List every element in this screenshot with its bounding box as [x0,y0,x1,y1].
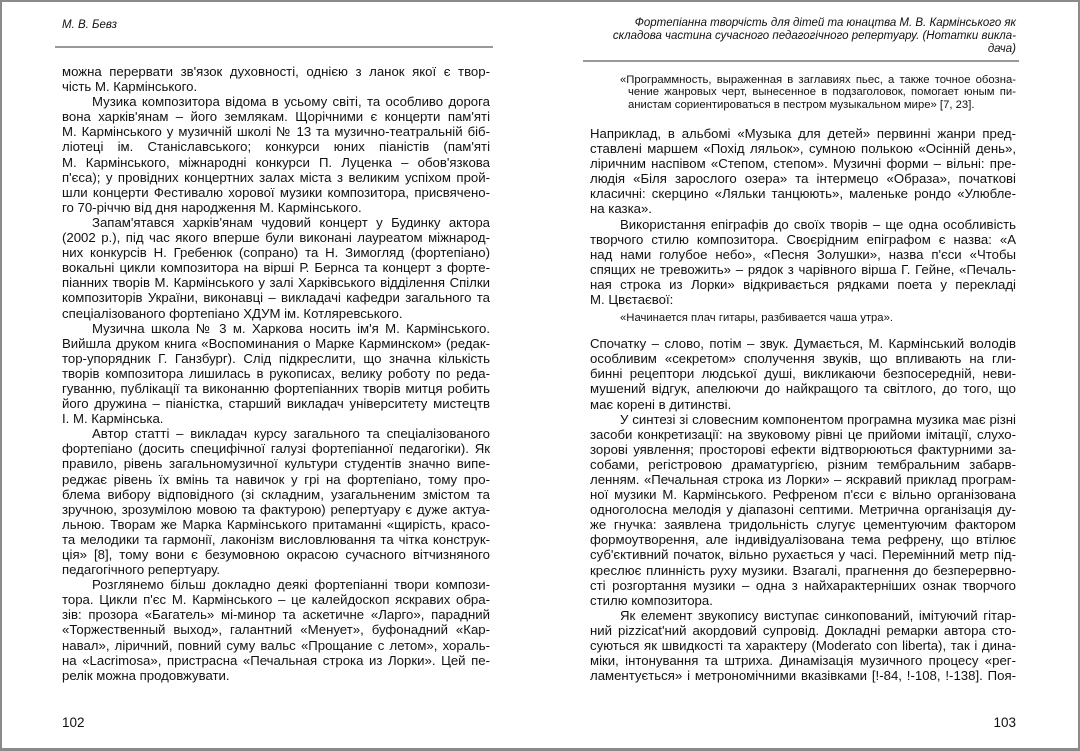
text-line: має корені в дитинстві. [590,396,732,412]
text-line: Музика композитора відома в усьому світі, та особливо дорога [92,94,490,110]
text-line: навал», ліричний, повний суму вальс «Прощание с летом», хораль- [62,637,490,653]
text-line: людія «Біля зарослого озера» та інтермецо «Образа», початкові [590,171,1016,187]
text-line: фортепіано (досить специфічної галузі фортепіанної педагогіки). Як [62,441,490,457]
text-line: класичні: скерцино «Ляльки танцюють», маленьке рондо «Улюбле- [590,186,1016,202]
text-line: ліричним наспівом «Степом, степом». Музичні форми – вільні: пре- [590,156,1016,172]
text-line: суються як швидкості та характеру (Moderato con liberta), так і дина- [590,638,1016,653]
text-line: Запам'ятався харків'янам чудовий концерт у Будинку актора [92,214,490,230]
poem-quote: «Начинается плач гитары, разбивается чаша утра». [620,312,894,325]
text-line: го 70-річчю від дня народження М. Кармінського. [62,199,362,215]
text-line: М. Цвєтаєвої: [590,292,674,308]
text-line: І. М. Кармінська. [62,411,164,427]
text-line: формоутворення, але індивідуалізована тема рефрену, що втілює [590,532,1016,548]
text-line: Вийшла друком книга «Воспоминания о Марке Карминском» (редак- [62,335,490,351]
text-line: його дружина – піаністка, старший викладач університету мистецтв [62,396,490,412]
text-line: них конкурсів Н. Гребенюк (сопрано) та Н. Зимогляд (фортепіано) [62,245,490,261]
text-line: ленням. «Печальная строка из Лорки» – яскравий приклад програм- [590,471,1016,487]
text-line: на «Lacrimosa», пристрасна «Печальная строка из Лорки». Цей пе- [62,652,490,668]
text-line: п'єса); у провідних концертних залах міста з великим успіхом прой- [62,169,490,185]
text-line: одноголосна мелодія у діапазоні септими. Метрична організація ду- [590,502,1016,518]
header-rule [55,46,493,48]
text-line: У синтезі зі словесним компонентом програмна музика має різні [620,411,1016,427]
text-line: реджає рівень їх вмінь та навичок у грі на фортепіано, тому про- [62,471,490,487]
text-line: льною. Творам же Марка Кармінського притаманні «щирість, красо- [62,516,490,532]
text-line: собами, регістровою драматургією, різним тембральним забарв- [590,456,1016,472]
text-line: же гнучка: заявлена тридольність слугує цементуючим фактором [590,517,1016,533]
text-line: зорові уявлення; просторові ефекти відтворюються фактурними за- [590,441,1016,457]
text-line: можна перервати зв'язок духовності, однією з ланок якої є твор- [62,64,490,79]
text-line: та мелодики та гармонії, лаконізм висловлювання та чітка конструк- [62,531,490,547]
text-line: М. Кармінського, міжнародні конкурси П. Луценка – обов'язкова [62,154,490,170]
page-number: 102 [62,715,85,730]
text-line: креслює плинність руху музики. Взагалі, прагнення до безперервно- [590,562,1016,578]
text-line: стилю композитора. [590,592,713,608]
text-line: чість М. Кармінського. [62,79,198,95]
text-line: «Торжественный выход», галантний «Менует», буфонадний «Кар- [62,622,490,638]
text-line: правило, рівень загальномузичної культури студентів значно випе- [62,456,490,472]
text-line: релік можна продовжувати. [62,667,230,683]
text-line: тора. Цикли п'єс М. Кармінського – це калейдоскоп яскравих обра- [62,592,490,608]
text-line: над нами голубое небо», «Песня Золушки», назва п'єси «Чтобы [590,246,1016,262]
text-line: Використання епіграфів до своїх творів – ще одна особливість [620,216,1016,232]
running-head-title [576,17,1016,56]
header-rule [583,60,1019,62]
text-line: мушений відгук, апелюючи до найкращого та світлого, до того, що [590,381,1016,397]
text-line: піанних творів М. Кармінського у залі Харківського відділення Спілки [62,275,490,291]
epigraph-line: «Программность, выраженная в заглавиях пьес, а также точное обозна- [620,74,1016,86]
text-line: особливим «секретом» сполучення звуків, що впливають на гли- [590,351,1016,367]
epigraph-line: чение жанровых черт, вынесенное в подзаголовок, помогает юным пи- [628,86,1016,99]
text-line: ліотеці ім. Станіславського; конкурси юних піаністів (пам'яті [62,139,490,155]
text-line: на казка». [590,201,652,217]
text-line: суб'єктивний початок, вільно рухається у часі. Перемінний метр під- [590,547,1016,563]
text-line: Розглянемо більш докладно деякі фортепіанні твори компози- [92,577,490,593]
text-line: міки, інтонування та штриха. Динамізація музичного процесу «рег- [590,653,1016,669]
text-line: композиторів України, виконавці – викладачі кафедри загального та [62,290,490,306]
right-page-body [590,126,1016,683]
text-line: ставлені маршем «Похід ляльок», сумною полькою «Осінній день», [590,141,1016,157]
running-head-line: Фортепіанна творчість для дітей та юнацтва М. В. Кармінського як [634,17,1016,29]
text-line: спеціалізованого фортепіано ХДУМ ім. Котляревського. [62,305,403,321]
text-line: вокальні цикли композитора на вірші Р. Бернса та концерт з форте- [62,260,490,276]
page-number: 103 [993,715,1016,730]
epigraph-quote [620,74,1016,111]
text-line: Наприклад, в альбомі «Музыка для детей» первинні жанри пред- [590,126,1016,141]
left-page-body [62,64,490,683]
text-line: спящих не тревожить» – рядок з чарівного вірша Г. Гейне, «Печаль- [590,261,1016,277]
text-line: Автор статті – викладач курсу загального та спеціалізованого [92,426,490,442]
text-line: бинні рецептори людської душі, викликаючи безпосередній, неви- [590,366,1016,382]
text-line: ної музики М. Кармінського. Рефреном п'єси є вільно організована [590,487,1016,503]
text-line: творів композитора лишилась в рукописах, велику роботу по реда- [62,365,490,381]
running-head-line: складова частина сучасного педагогічного репертуару. (Нотатки викла- [612,30,1016,42]
text-line: М. Кармінського у музичній школі № 13 та музично-театральній біб- [62,124,490,140]
running-head-author: М. В. Бевз [62,19,118,31]
text-line: зручною, зрозумілою мовою та фактурою) репертуару є дуже актуа- [62,501,490,517]
text-line: Музична школа № 3 м. Харкова носить ім'я М. Кармінського. [92,320,490,336]
text-line: Спочатку – слово, потім – звук. Думається, М. Кармінський володів [590,336,1016,352]
text-line: педагогічного репертуару. [62,562,221,578]
text-line: ламентується» і метрономічними вказівками [!-84, !-108, !-138]. Поя- [590,668,1016,684]
right-page [590,0,1016,750]
text-line: (2002 р.), під час якого вперше були виконані лауреатом міжнарод- [62,230,490,246]
text-line: ная строка из Лорки» відкривається рядками поета у перекладі [590,276,1016,292]
text-line: тор-упорядник Г. Ганзбург). Слід підкреслити, що значна кількість [62,350,490,366]
left-page [62,0,490,750]
text-line: Як елемент звукопису виступає синкопований, імітуючий гітар- [620,607,1016,623]
text-line: ний pizzicat'ний акордовий супровід. Докладні ремарки автора сто- [590,622,1016,638]
text-line: блема вибору відповідного (зі складним, узагальненим змістом та [62,486,490,502]
text-line: засоби конкретизації: на звуковому рівні це прийоми імітації, слухо- [590,426,1016,442]
text-line: творчого стилю композитора. Своєрідним епіграфом є назва: «А [590,231,1016,247]
text-line: зів: прозора «Багатель» мі-минор та аскетичне «Ларго», парадний [62,607,490,623]
text-line: вона харків'янам – його землякам. Щорічними є концерти пам'яті [62,109,490,125]
epigraph-line: анистам сориентироваться в пестром музыкальном мире» [7, 23]. [628,98,975,111]
text-line: ція» [8], тому вони є безумовною окрасою сучасного вітчизняного [62,547,490,562]
text-line: сті розгортання музики – одна з найхарактерніших ознак творчого [590,577,1016,593]
text-line: шли концерти Фестивалю хорової музики композитора, присвячено- [62,184,490,200]
running-head-line: дача) [987,43,1016,55]
text-line: гуванню, публікації та виконанню фортепіанних творів митця робить [62,380,490,396]
